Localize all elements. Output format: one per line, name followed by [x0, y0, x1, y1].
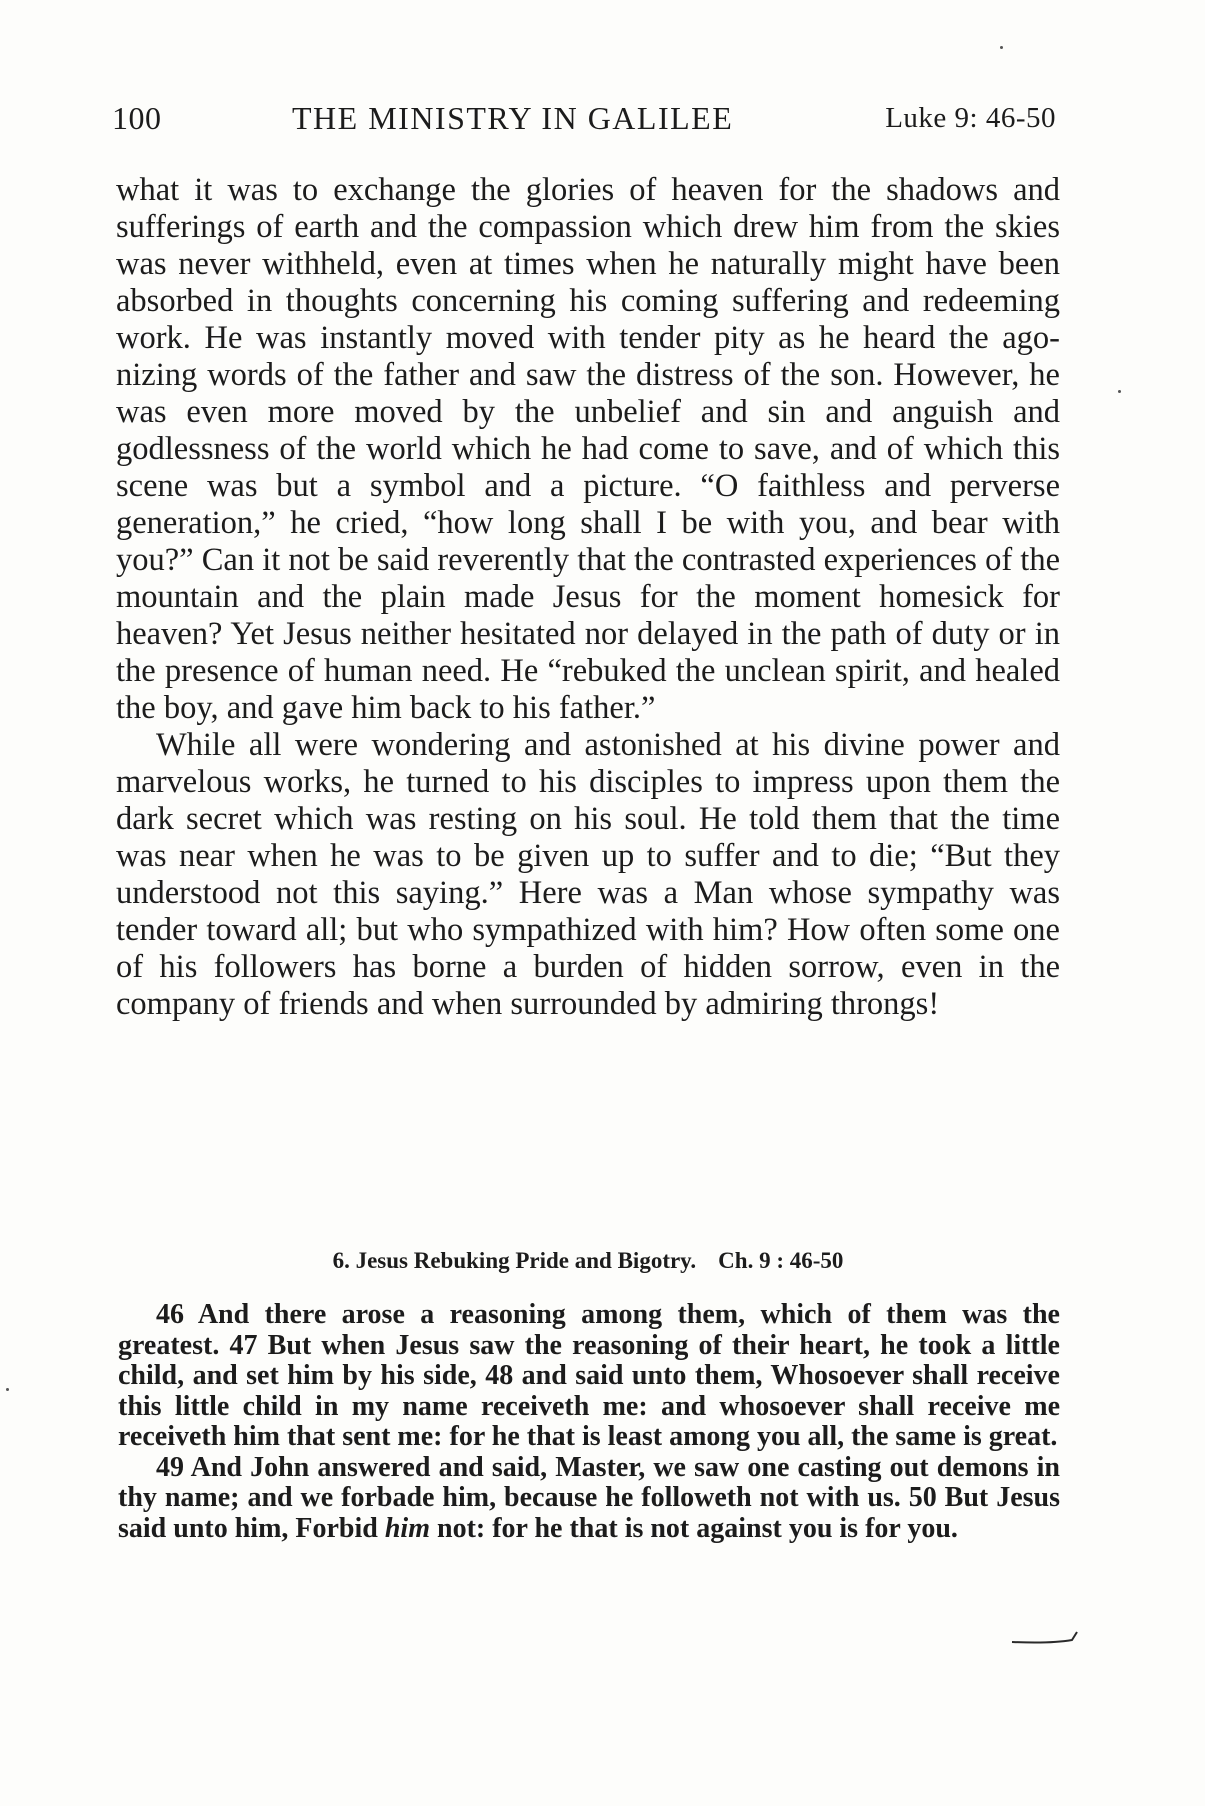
commentary-text [116, 172, 1060, 1023]
running-reference: Luke 9: 46-50 [885, 102, 1056, 134]
section-reference: Ch. 9 : 46-50 [718, 1248, 844, 1273]
section-heading [116, 1244, 1060, 1278]
scripture-passage [118, 1300, 1060, 1544]
verse-49-end: not: for he that is not against you is for you. [430, 1512, 958, 1544]
print-speck-icon [1000, 46, 1003, 49]
paragraph-continued: what it was to exchange the glories of heaven for the shadows and sufferings of earth and the compassion which drew him from the skies was never withheld, even at times when he naturally might have been absorbed in thoughts concerning his coming suffering and redeeming work. He was instantly moved with tender pity as he heard the agonizing words of the father and saw the distress of the son. However, he was even more moved by the unbelief and sin and anguish and godlessness of the world which he had come to save, and of which this scene was but a symbol and a picture. “O faithless and perverse generation,” he cried, “how long shall I be with you, and bear with you?” Can it not be said reverently that the contrasted experiences of the mountain and the plain made Jesus for the moment homesick for heaven? Yet Jesus neither hesitated nor delayed in the path of duty or in the presence of human need. He “rebuked the unclean spirit, and healed the boy, and gave him back to his father.” [116, 172, 1060, 726]
section-title: 6. Jesus Rebuking Pride and Bigotry. [332, 1248, 697, 1273]
running-title: THE MINISTRY IN GALILEE [292, 100, 734, 136]
page-number: 100 [112, 100, 162, 136]
verse-46-48: 46 And there arose a reasoning among them, which of them was the greatest. 47 But when Jesus saw the reasoning of their heart, he took a little child, and set him by his side, 48 and said unto them, Whosoever shall receive this little child in my name receiveth me: and whosoever shall receive me receiveth him that sent me: for he that is least among you all, the same is great. [118, 1299, 1060, 1452]
print-speck-icon [6, 1388, 9, 1391]
verse-49-50 [118, 1453, 1060, 1545]
print-speck-icon [1118, 390, 1121, 393]
running-head [112, 96, 1056, 140]
verse-49-text: 49 And John answered and said, Master, we saw one casting out demons in thy name; and we forbade him, because he followeth not with us. 50 But Jesus said unto him, Forbid [118, 1451, 1060, 1544]
end-flourish-icon [1010, 1628, 1080, 1646]
verse-49-italic: him [384, 1512, 430, 1544]
paragraph: While all were wondering and astonished at his divine power and marvelous works, he turned to his disciples to impress upon them the dark secret which was resting on his soul. He told them that the time was near when he was to be given up to suffer and to die; “But they understood not this saying.” Here was a Man whose sympathy was tender toward all; but who sympathized with him? How often some one of his followers has borne a burden of hidden sorrow, even in the company of friends and when surrounded by admiring throngs! [116, 727, 1060, 1022]
